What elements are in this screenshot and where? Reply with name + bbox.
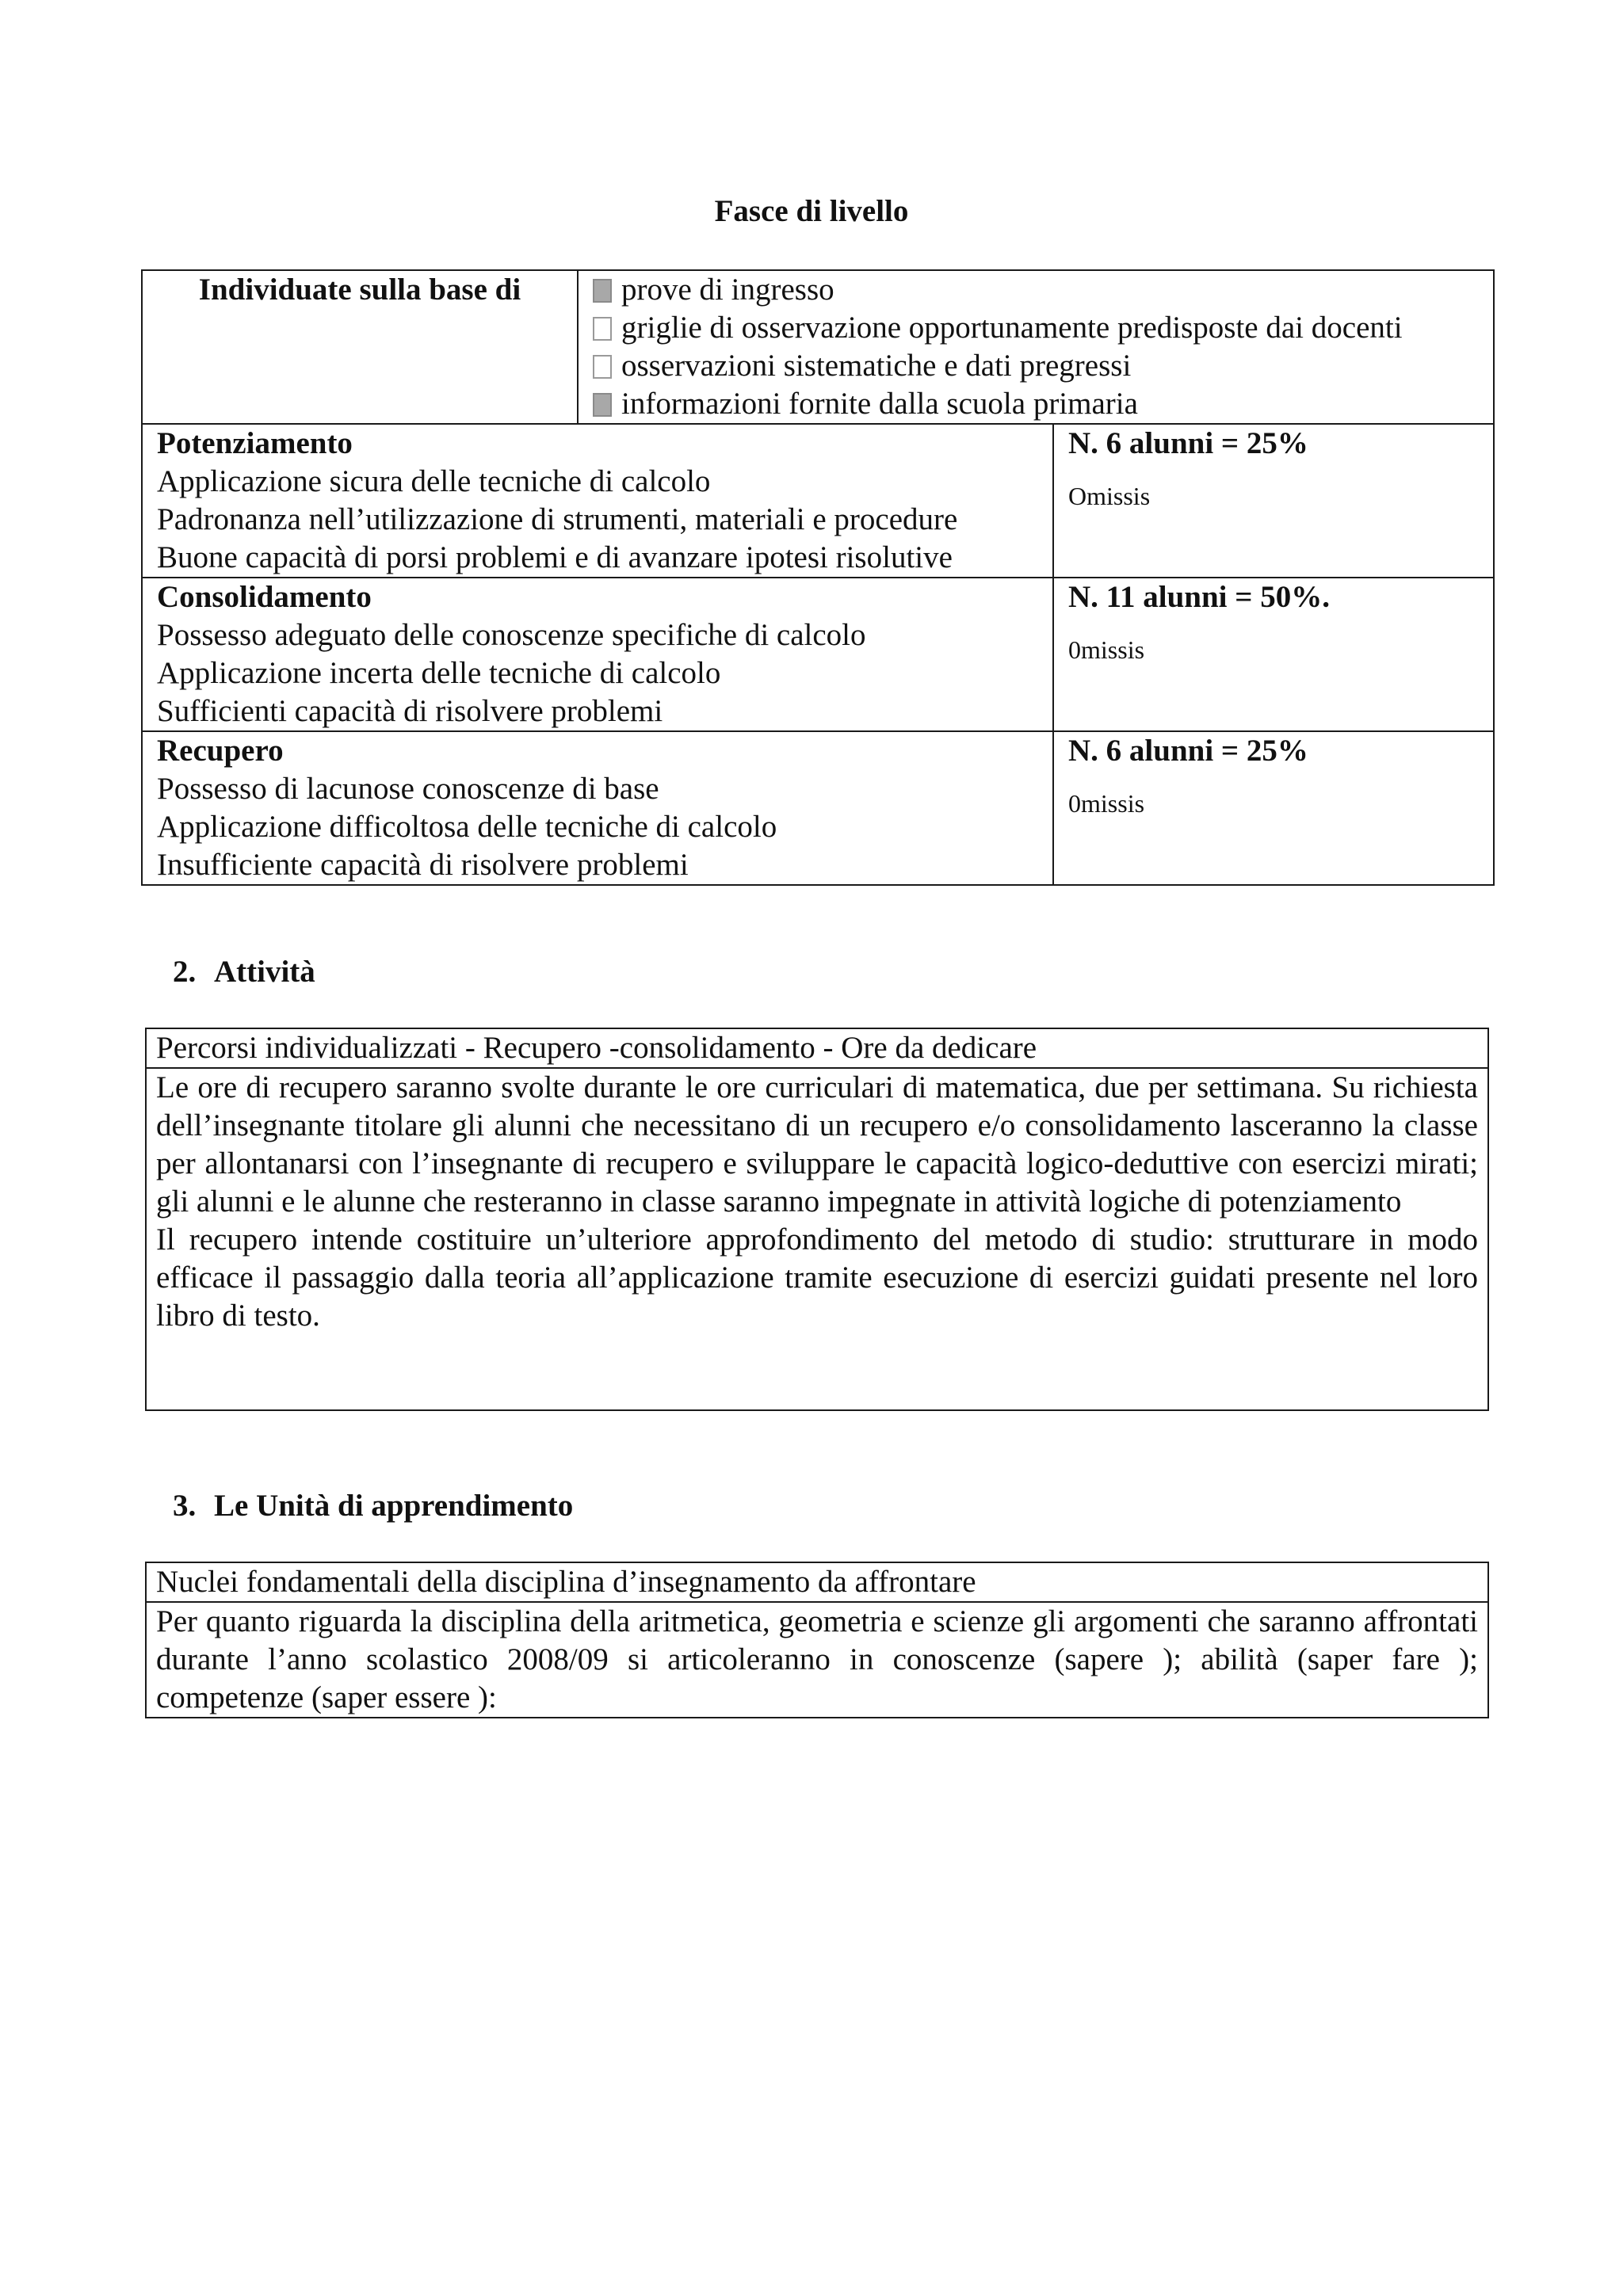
level-description-line: Insufficiente capacità di risolvere problemi bbox=[157, 848, 689, 882]
checkbox-icon[interactable] bbox=[593, 317, 612, 341]
option-item bbox=[593, 271, 1493, 309]
page-title: Fasce di livello bbox=[714, 194, 909, 228]
activities-box bbox=[145, 1028, 1489, 1411]
identification-label: Individuate sulla base di bbox=[142, 270, 578, 424]
level-title: Consolidamento bbox=[157, 580, 372, 614]
level-description bbox=[142, 578, 1053, 731]
level-bands-table bbox=[141, 269, 1495, 886]
box-header: Percorsi individualizzati - Recupero -consolidamento - Ore da dedicare bbox=[146, 1028, 1488, 1068]
checkbox-icon[interactable] bbox=[593, 393, 612, 417]
level-description-line: Applicazione incerta delle tecniche di calcolo bbox=[157, 656, 721, 690]
box-header: Nuclei fondamentali della disciplina d’insegnamento da affrontare bbox=[146, 1562, 1488, 1602]
level-count: N. 6 alunni = 25% bbox=[1068, 734, 1308, 768]
section-number: 2. bbox=[173, 955, 197, 989]
checkbox-icon[interactable] bbox=[593, 279, 612, 303]
level-row-consolidamento bbox=[142, 578, 1494, 731]
section-heading-unita bbox=[173, 1488, 573, 1524]
section-title: Attività bbox=[214, 955, 315, 989]
option-item bbox=[593, 385, 1493, 423]
level-row-recupero bbox=[142, 731, 1494, 885]
paragraph: Per quanto riguarda la disciplina della aritmetica, geometria e scienze gli argomenti che saranno affrontati durante l’anno scolastico 2008/09 si articoleranno in conoscenze (sapere ); abilità (saper fare ); competenze (saper essere ): bbox=[156, 1604, 1478, 1714]
paragraph: Le ore di recupero saranno svolte durante le ore curriculari di matematica, due per settimana. Su richiesta dell’insegnante titolare gli alunni che necessitano di un recupero e/o consolidamento lasceranno la classe per allontanarsi con l’insegnante di recupero e sviluppare le capacità logico-deduttive con esercizi mirati; gli alunni e le alunne che resteranno in classe saranno impegnate in attività logiche di potenziamento bbox=[156, 1070, 1478, 1219]
section-number: 3. bbox=[173, 1489, 197, 1523]
option-label: osservazioni sistematiche e dati pregressi bbox=[621, 349, 1132, 383]
level-row-potenziamento bbox=[142, 424, 1494, 578]
level-description-line: Buone capacità di porsi problemi e di avanzare ipotesi risolutive bbox=[157, 540, 953, 574]
level-stats bbox=[1053, 424, 1494, 578]
learning-units-box bbox=[145, 1562, 1489, 1718]
level-description bbox=[142, 731, 1053, 885]
box-body bbox=[146, 1068, 1488, 1410]
level-note: 0missis bbox=[1068, 789, 1145, 818]
level-note: Omissis bbox=[1068, 482, 1151, 510]
level-count: N. 6 alunni = 25% bbox=[1068, 426, 1308, 460]
level-description-line: Applicazione difficoltosa delle tecniche di calcolo bbox=[157, 810, 777, 844]
checkbox-icon[interactable] bbox=[593, 355, 612, 379]
option-label: prove di ingresso bbox=[621, 273, 834, 307]
level-description-line: Sufficienti capacità di risolvere problemi bbox=[157, 694, 663, 728]
section-title: Le Unità di apprendimento bbox=[214, 1489, 574, 1523]
level-note: 0missis bbox=[1068, 635, 1145, 664]
option-label: informazioni fornite dalla scuola primaria bbox=[621, 387, 1138, 421]
level-description-line: Possesso di lacunose conoscenze di base bbox=[157, 772, 659, 806]
level-stats bbox=[1053, 578, 1494, 731]
option-item bbox=[593, 347, 1493, 385]
identification-options bbox=[578, 270, 1494, 424]
level-title: Potenziamento bbox=[157, 426, 353, 460]
identification-row bbox=[142, 270, 1494, 424]
option-label: griglie di osservazione opportunamente predisposte dai docenti bbox=[621, 311, 1403, 345]
level-description-line: Possesso adeguato delle conoscenze specifiche di calcolo bbox=[157, 618, 866, 652]
level-description-line: Padronanza nell’utilizzazione di strumenti, materiali e procedure bbox=[157, 502, 958, 536]
paragraph: Il recupero intende costituire un’ulteriore approfondimento del metodo di studio: strutturare in modo efficace il passaggio dalla teoria all’applicazione tramite esecuzione di esercizi guidati presente nel loro libro di testo. bbox=[156, 1222, 1478, 1333]
option-item bbox=[593, 309, 1493, 347]
level-description-line: Applicazione sicura delle tecniche di calcolo bbox=[157, 464, 711, 498]
level-count: N. 11 alunni = 50%. bbox=[1068, 580, 1330, 614]
box-body bbox=[146, 1602, 1488, 1718]
level-stats bbox=[1053, 731, 1494, 885]
section-heading-attivita bbox=[173, 954, 315, 990]
level-description bbox=[142, 424, 1053, 578]
level-title: Recupero bbox=[157, 734, 284, 768]
